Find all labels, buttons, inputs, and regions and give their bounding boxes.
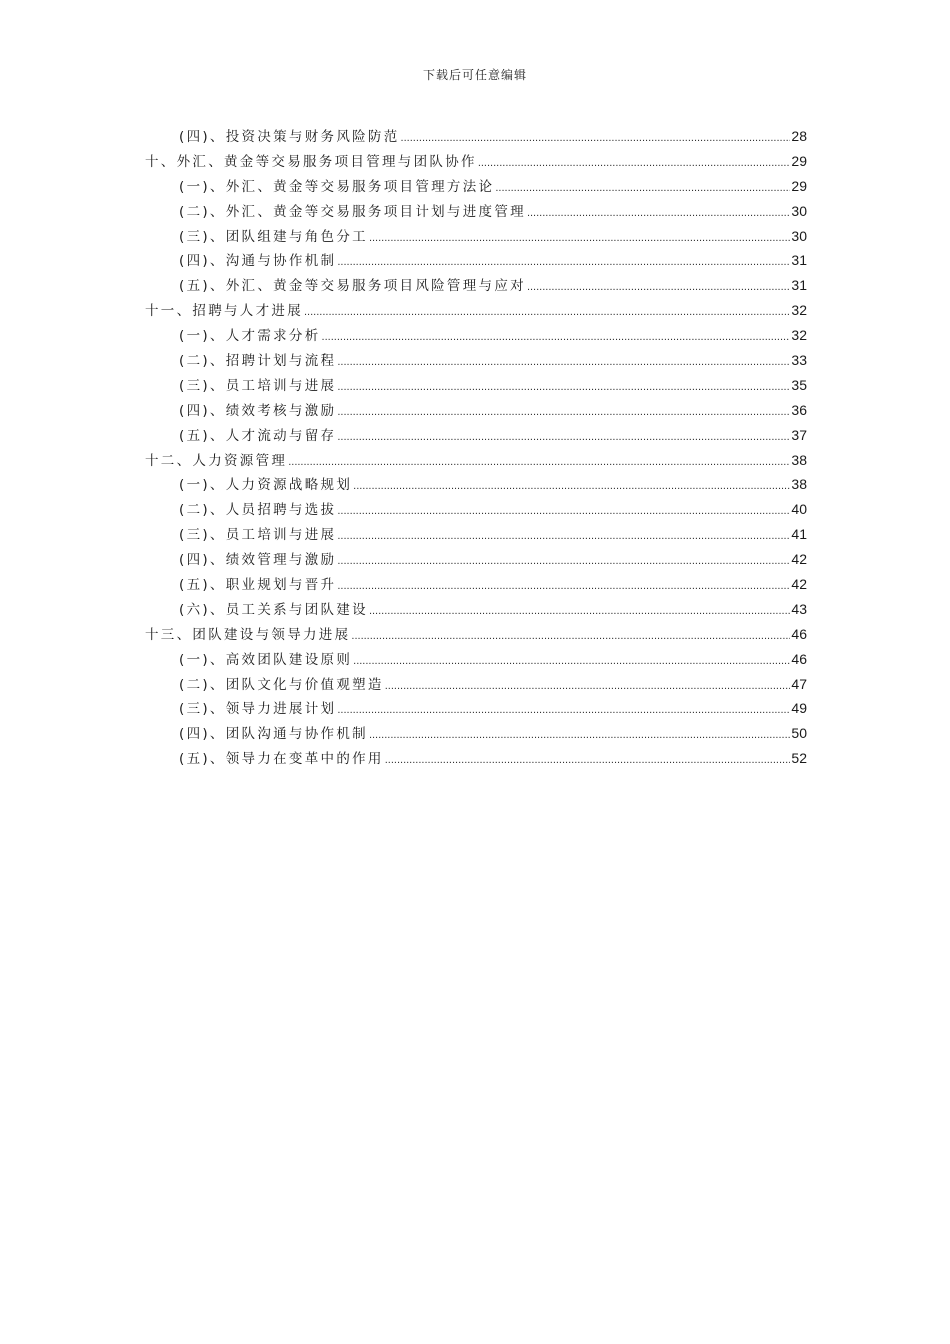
toc-entry-title: 十一、招聘与人才进展 [145,303,303,320]
toc-dot-leader [353,480,790,492]
toc-chapter-entry[interactable] [145,150,807,175]
toc-page-number: 40 [791,501,807,518]
toc-section-entry[interactable] [145,324,807,349]
toc-page-number: 28 [791,128,807,144]
toc-section-entry[interactable] [145,523,807,548]
toc-entry-title: (二)、团队文化与价值观塑造 [179,676,384,693]
toc-dot-leader [337,406,790,418]
toc-entry-title: (五)、职业规划与晋升 [179,577,337,594]
toc-entry-title: (四)、投资决策与财务风险防范 [179,129,400,145]
toc-entry-title: 十、外汇、黄金等交易服务项目管理与团队协作 [145,153,477,170]
toc-section-entry[interactable] [145,274,807,299]
toc-page-number: 32 [791,327,807,344]
toc-entry-title: (四)、绩效考核与激励 [179,402,337,419]
toc-dot-leader [337,580,790,592]
toc-entry-title: (一)、外汇、黄金等交易服务项目管理方法论 [179,178,495,195]
toc-entry-title: (一)、人力资源战略规划 [179,477,353,494]
toc-section-entry[interactable] [145,374,807,399]
toc-page-number: 33 [791,352,807,369]
toc-entry-title: (二)、人员招聘与选拔 [179,502,337,519]
toc-page-number: 41 [791,526,807,543]
toc-entry-title: (五)、人才流动与留存 [179,427,337,444]
toc-dot-leader [495,182,790,194]
toc-page-number: 42 [791,551,807,568]
toc-dot-leader [337,431,790,443]
toc-dot-leader [401,132,791,144]
toc-dot-leader [304,306,790,318]
toc-entry-title: (二)、招聘计划与流程 [179,353,337,370]
toc-section-entry[interactable] [145,598,807,623]
toc-dot-leader [369,729,790,741]
toc-dot-leader [527,207,790,219]
toc-dot-leader [337,530,790,542]
toc-chapter-entry[interactable] [145,623,807,648]
toc-page-number: 29 [791,177,807,194]
toc-page-number: 31 [791,277,807,294]
toc-dot-leader [351,630,790,642]
toc-chapter-entry[interactable] [145,449,807,474]
toc-section-entry[interactable] [145,249,807,274]
toc-dot-leader [369,232,790,244]
toc-section-entry[interactable] [145,747,807,772]
toc-dot-leader [385,680,791,692]
toc-entry-title: (三)、员工培训与进展 [179,377,337,394]
toc-section-entry[interactable] [145,697,807,722]
toc-page-number: 52 [791,750,807,767]
toc-dot-leader [337,356,790,368]
toc-section-entry[interactable] [145,424,807,449]
toc-section-entry[interactable] [145,722,807,747]
toc-page-number: 37 [791,426,807,443]
toc-section-entry[interactable] [145,473,807,498]
toc-dot-leader [527,281,790,293]
toc-section-entry[interactable] [145,200,807,225]
toc-page-number: 50 [791,725,807,742]
toc-dot-leader [369,605,790,617]
toc-section-entry[interactable] [145,548,807,573]
toc-page-number: 42 [791,576,807,593]
toc-section-entry[interactable] [145,673,807,698]
toc-page-number: 46 [791,625,807,642]
toc-entry-title: (二)、外汇、黄金等交易服务项目计划与进度管理 [179,203,526,220]
toc-section-entry[interactable] [145,225,807,250]
toc-entry-title: (一)、高效团队建设原则 [179,651,353,668]
toc-section-entry[interactable] [145,175,807,200]
toc-entry-title: (六)、员工关系与团队建设 [179,601,368,618]
toc-section-entry[interactable] [145,399,807,424]
toc-chapter-entry[interactable] [145,299,807,324]
toc-page-number: 43 [791,600,807,617]
toc-section-entry[interactable] [145,125,807,150]
toc-section-entry[interactable] [145,349,807,374]
toc-entry-title: (一)、人才需求分析 [179,328,321,345]
page-header: 下载后可任意编辑 [422,68,527,82]
toc-entry-title: (五)、领导力在变革中的作用 [179,751,384,768]
table-of-contents [145,125,807,772]
toc-entry-title: 十二、人力资源管理 [145,452,288,469]
toc-dot-leader [337,256,790,268]
toc-entry-title: (三)、团队组建与角色分工 [179,228,368,245]
toc-page-number: 47 [791,675,807,692]
toc-page-number: 49 [791,700,807,717]
toc-dot-leader [337,505,790,517]
toc-page-number: 46 [791,650,807,667]
toc-entry-title: (四)、绩效管理与激励 [179,552,337,569]
toc-entry-title: (三)、领导力进展计划 [179,701,337,718]
toc-entry-title: (四)、团队沟通与协作机制 [179,726,368,743]
toc-dot-leader [353,655,790,667]
toc-dot-leader [288,456,790,468]
toc-dot-leader [478,157,791,169]
toc-entry-title: (五)、外汇、黄金等交易服务项目风险管理与应对 [179,278,526,295]
toc-section-entry[interactable] [145,498,807,523]
toc-entry-title: (三)、员工培训与进展 [179,527,337,544]
toc-page-number: 32 [791,302,807,319]
toc-dot-leader [337,704,790,716]
toc-section-entry[interactable] [145,573,807,598]
toc-page-number: 38 [791,451,807,468]
toc-entry-title: (四)、沟通与协作机制 [179,253,337,270]
toc-section-entry[interactable] [145,648,807,673]
toc-page-number: 30 [791,202,807,219]
toc-page-number: 31 [791,252,807,269]
toc-page-number: 29 [791,152,807,169]
toc-dot-leader [322,331,791,343]
toc-dot-leader [337,381,790,393]
toc-entry-title: 十三、团队建设与领导力进展 [145,626,351,643]
toc-dot-leader [385,754,791,766]
toc-page-number: 38 [791,476,807,493]
toc-page-number: 35 [791,376,807,393]
toc-page-number: 36 [791,401,807,418]
toc-page-number: 30 [791,227,807,244]
toc-dot-leader [337,555,790,567]
